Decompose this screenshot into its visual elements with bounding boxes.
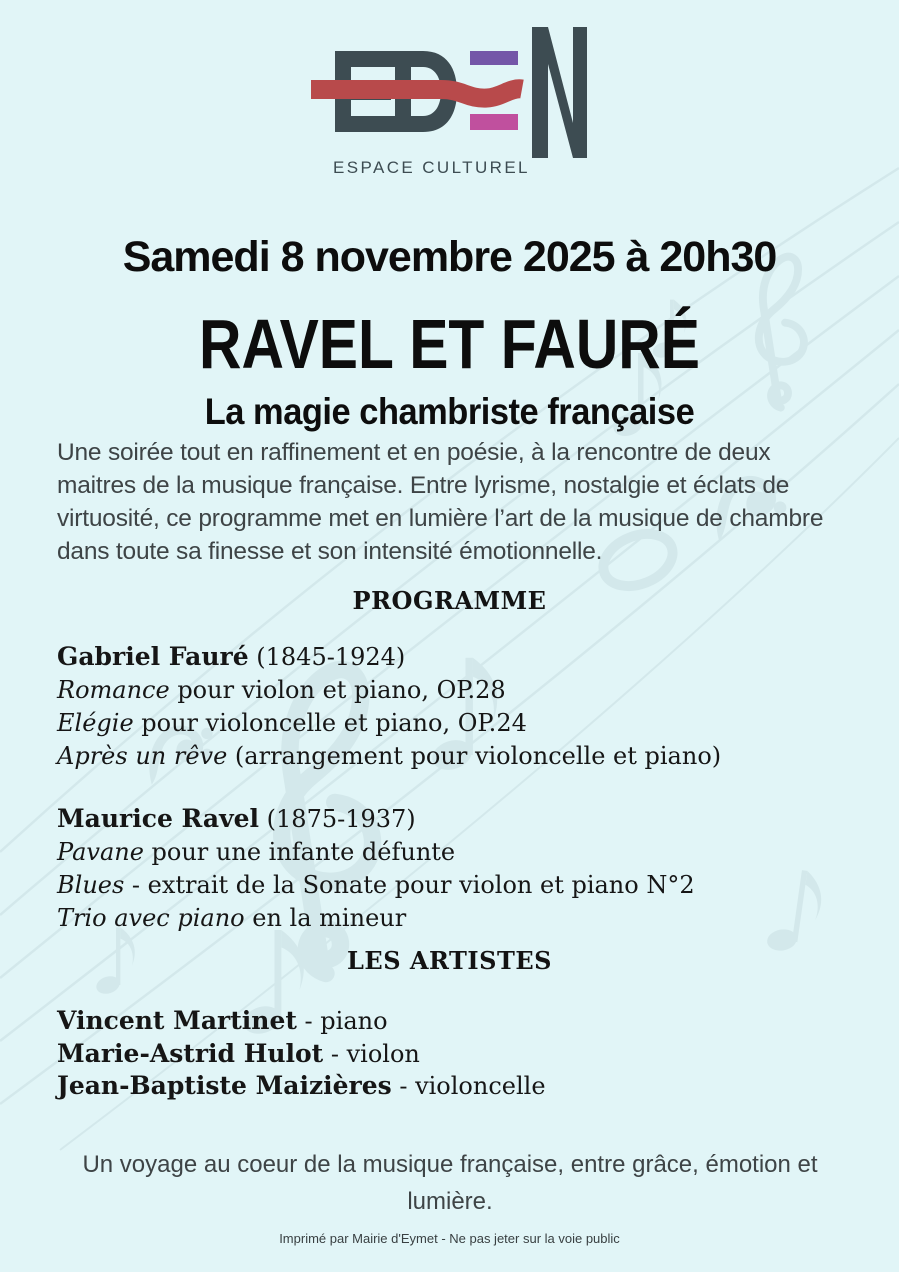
artists-list xyxy=(57,1005,546,1103)
artist-line xyxy=(57,1070,546,1103)
artist-name: Marie-Astrid Hulot xyxy=(57,1038,324,1068)
composer-block-ravel xyxy=(57,802,695,935)
logo-letter-n xyxy=(532,27,587,158)
event-subtitle: La magie chambriste française xyxy=(204,391,695,432)
composer-name-line xyxy=(57,802,695,836)
logo-bar-pink xyxy=(470,114,518,130)
work-title: Elégie xyxy=(57,709,134,737)
work-line xyxy=(57,869,695,902)
work-detail: pour violoncelle et piano, OP.24 xyxy=(133,709,527,737)
composer-block-faure xyxy=(57,640,721,773)
work-title: Trio avec piano xyxy=(57,904,245,932)
logo-bar-purple xyxy=(470,51,518,65)
eden-logo xyxy=(311,26,587,186)
work-line xyxy=(57,674,721,707)
work-title: Romance xyxy=(57,676,170,704)
work-title: Après un rêve xyxy=(57,742,228,770)
composer-dates: (1845-1924) xyxy=(256,643,406,671)
work-detail: (arrangement pour violoncelle et piano) xyxy=(227,742,722,770)
work-detail: en la mineur xyxy=(244,904,407,932)
artist-instrument: - piano xyxy=(296,1007,388,1035)
composer-name-line xyxy=(57,640,721,674)
work-title: Pavane xyxy=(57,838,144,866)
print-footer: Imprimé par Mairie d'Eymet - Ne pas jeter sur la voie public xyxy=(279,1231,620,1246)
work-line xyxy=(57,740,721,773)
work-detail: pour violon et piano, OP.28 xyxy=(169,676,506,704)
composer-dates: (1875-1937) xyxy=(266,805,416,833)
logo-red-ribbon xyxy=(311,89,522,98)
artist-line xyxy=(57,1005,546,1038)
artist-line xyxy=(57,1038,546,1071)
artist-name: Vincent Martinet xyxy=(57,1006,297,1035)
event-title: RAVEL ET FAURÉ xyxy=(199,304,700,383)
closing-text: Un voyage au coeur de la musique française, entre grâce, émotion et lumière. xyxy=(82,1151,818,1215)
composer-name: Gabriel Fauré xyxy=(57,642,249,671)
programme-heading: PROGRAMME xyxy=(352,586,547,615)
artist-name: Jean-Baptiste Maizières xyxy=(57,1071,392,1100)
event-datetime: Samedi 8 novembre 2025 à 20h30 xyxy=(122,232,777,281)
composer-name: Maurice Ravel xyxy=(57,804,260,833)
artistes-heading: LES ARTISTES xyxy=(347,946,552,975)
intro-paragraph: Une soirée tout en raffinement et en poésie, à la rencontre de deux maitres de la musique française. Entre lyrisme, nostalgie et éclats de virtuosité, ce programme met en lumière l’art de la musique de chambre dans toute sa finesse et son intensité émotionnelle. xyxy=(57,439,824,565)
work-detail: pour une infante défunte xyxy=(143,838,456,866)
eighth-note-icon xyxy=(763,866,826,959)
work-line xyxy=(57,836,695,869)
artist-instrument: - violoncelle xyxy=(391,1072,546,1100)
artist-instrument: - violon xyxy=(323,1039,420,1068)
work-line xyxy=(57,902,695,935)
logo-subtitle: ESPACE CULTUREL xyxy=(333,158,530,177)
work-title: Blues xyxy=(57,871,125,899)
work-line xyxy=(57,707,721,740)
eden-logo-mark xyxy=(311,26,587,161)
work-detail: - extrait de la Sonate pour violon et piano N°2 xyxy=(124,871,695,899)
